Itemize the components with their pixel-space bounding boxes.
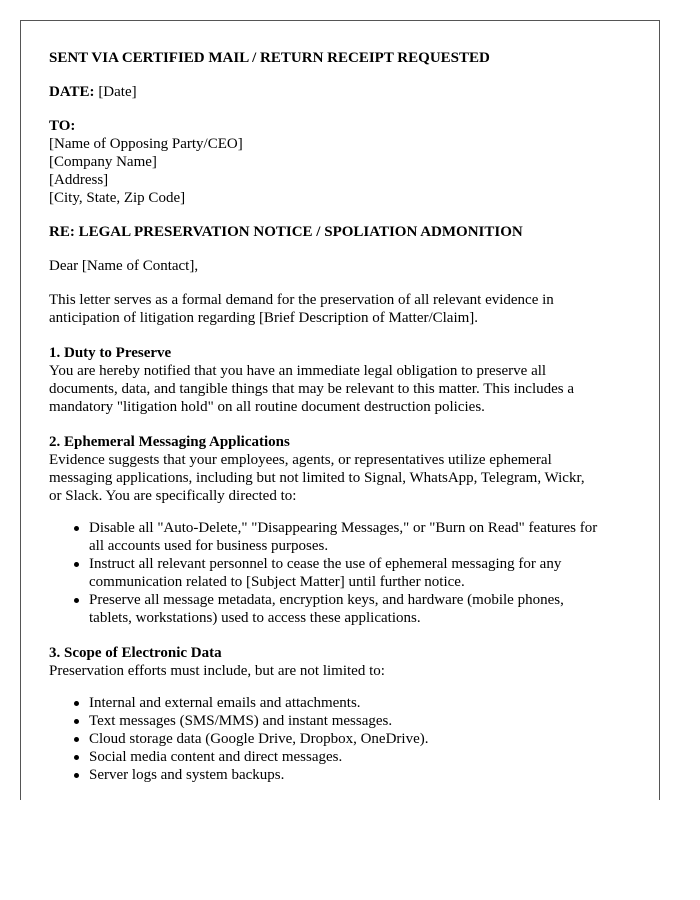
section-heading: 1. Duty to Preserve bbox=[49, 345, 172, 361]
section-body-line: messaging applications, including but not limited to Signal, WhatsApp, Telegram, Wickr, bbox=[49, 470, 585, 486]
list-item-line: Server logs and system backups. bbox=[89, 767, 285, 783]
recipient-block bbox=[49, 117, 639, 207]
list-item-line: tablets, workstations) used to access these applications. bbox=[89, 610, 421, 626]
recipient-line: [Address] bbox=[49, 172, 109, 188]
letter-content bbox=[49, 47, 639, 784]
list-item-line: Preserve all message metadata, encryption keys, and hardware (mobile phones, bbox=[89, 592, 564, 608]
mailing-header: SENT VIA CERTIFIED MAIL / RETURN RECEIPT REQUESTED bbox=[49, 50, 490, 66]
intro-paragraph bbox=[49, 291, 639, 327]
list-item bbox=[89, 730, 639, 748]
intro-line: This letter serves as a formal demand for the preservation of all relevant evidence in bbox=[49, 292, 554, 308]
section-body-line: Evidence suggests that your employees, agents, or representatives utilize ephemeral bbox=[49, 452, 552, 468]
section-body-line: documents, data, and tangible things that may be relevant to this matter. This includes a bbox=[49, 381, 575, 397]
section-heading: 2. Ephemeral Messaging Applications bbox=[49, 434, 290, 450]
list-item bbox=[89, 748, 639, 766]
recipient-line: [City, State, Zip Code] bbox=[49, 190, 186, 206]
date-label: DATE: bbox=[49, 84, 95, 100]
list-item bbox=[89, 555, 639, 591]
list-item-line: Social media content and direct messages. bbox=[89, 749, 343, 765]
list-item bbox=[89, 766, 639, 784]
list-item bbox=[89, 519, 639, 555]
section-duty-to-preserve bbox=[49, 344, 639, 416]
salutation: Dear [Name of Contact], bbox=[49, 258, 199, 274]
section-ephemeral-messaging bbox=[49, 433, 639, 627]
section-body-line: mandatory "litigation hold" on all routine document destruction policies. bbox=[49, 399, 485, 415]
section-body-line: You are hereby notified that you have an immediate legal obligation to preserve all bbox=[49, 363, 547, 379]
list-item-line: Disable all "Auto-Delete," "Disappearing Messages," or "Burn on Read" features for bbox=[89, 520, 598, 536]
list-item-line: Text messages (SMS/MMS) and instant messages. bbox=[89, 713, 393, 729]
list-item bbox=[89, 694, 639, 712]
list-item bbox=[89, 591, 639, 627]
to-label: TO: bbox=[49, 118, 76, 134]
date-value: [Date] bbox=[94, 84, 137, 100]
list-item-line: Cloud storage data (Google Drive, Dropbox, OneDrive). bbox=[89, 731, 429, 747]
section-heading: 3. Scope of Electronic Data bbox=[49, 645, 222, 661]
recipient-line: [Name of Opposing Party/CEO] bbox=[49, 136, 243, 152]
section-body-line: or Slack. You are specifically directed to: bbox=[49, 488, 297, 504]
section-scope-electronic-data bbox=[49, 644, 639, 784]
intro-line: anticipation of litigation regarding [Brief Description of Matter/Claim]. bbox=[49, 310, 479, 326]
list-item-line: all accounts used for business purposes. bbox=[89, 538, 329, 554]
data-scope-list bbox=[49, 694, 639, 784]
directive-list bbox=[49, 519, 639, 627]
list-item-line: Instruct all relevant personnel to cease the use of ephemeral messaging for any bbox=[89, 556, 562, 572]
list-item-line: Internal and external emails and attachments. bbox=[89, 695, 361, 711]
letter-page bbox=[20, 20, 660, 800]
section-body-line: Preservation efforts must include, but are not limited to: bbox=[49, 663, 385, 679]
date-line bbox=[49, 83, 639, 101]
list-item bbox=[89, 712, 639, 730]
recipient-line: [Company Name] bbox=[49, 154, 157, 170]
list-item-line: communication related to [Subject Matter] until further notice. bbox=[89, 574, 465, 590]
re-line: RE: LEGAL PRESERVATION NOTICE / SPOLIATION ADMONITION bbox=[49, 224, 523, 240]
